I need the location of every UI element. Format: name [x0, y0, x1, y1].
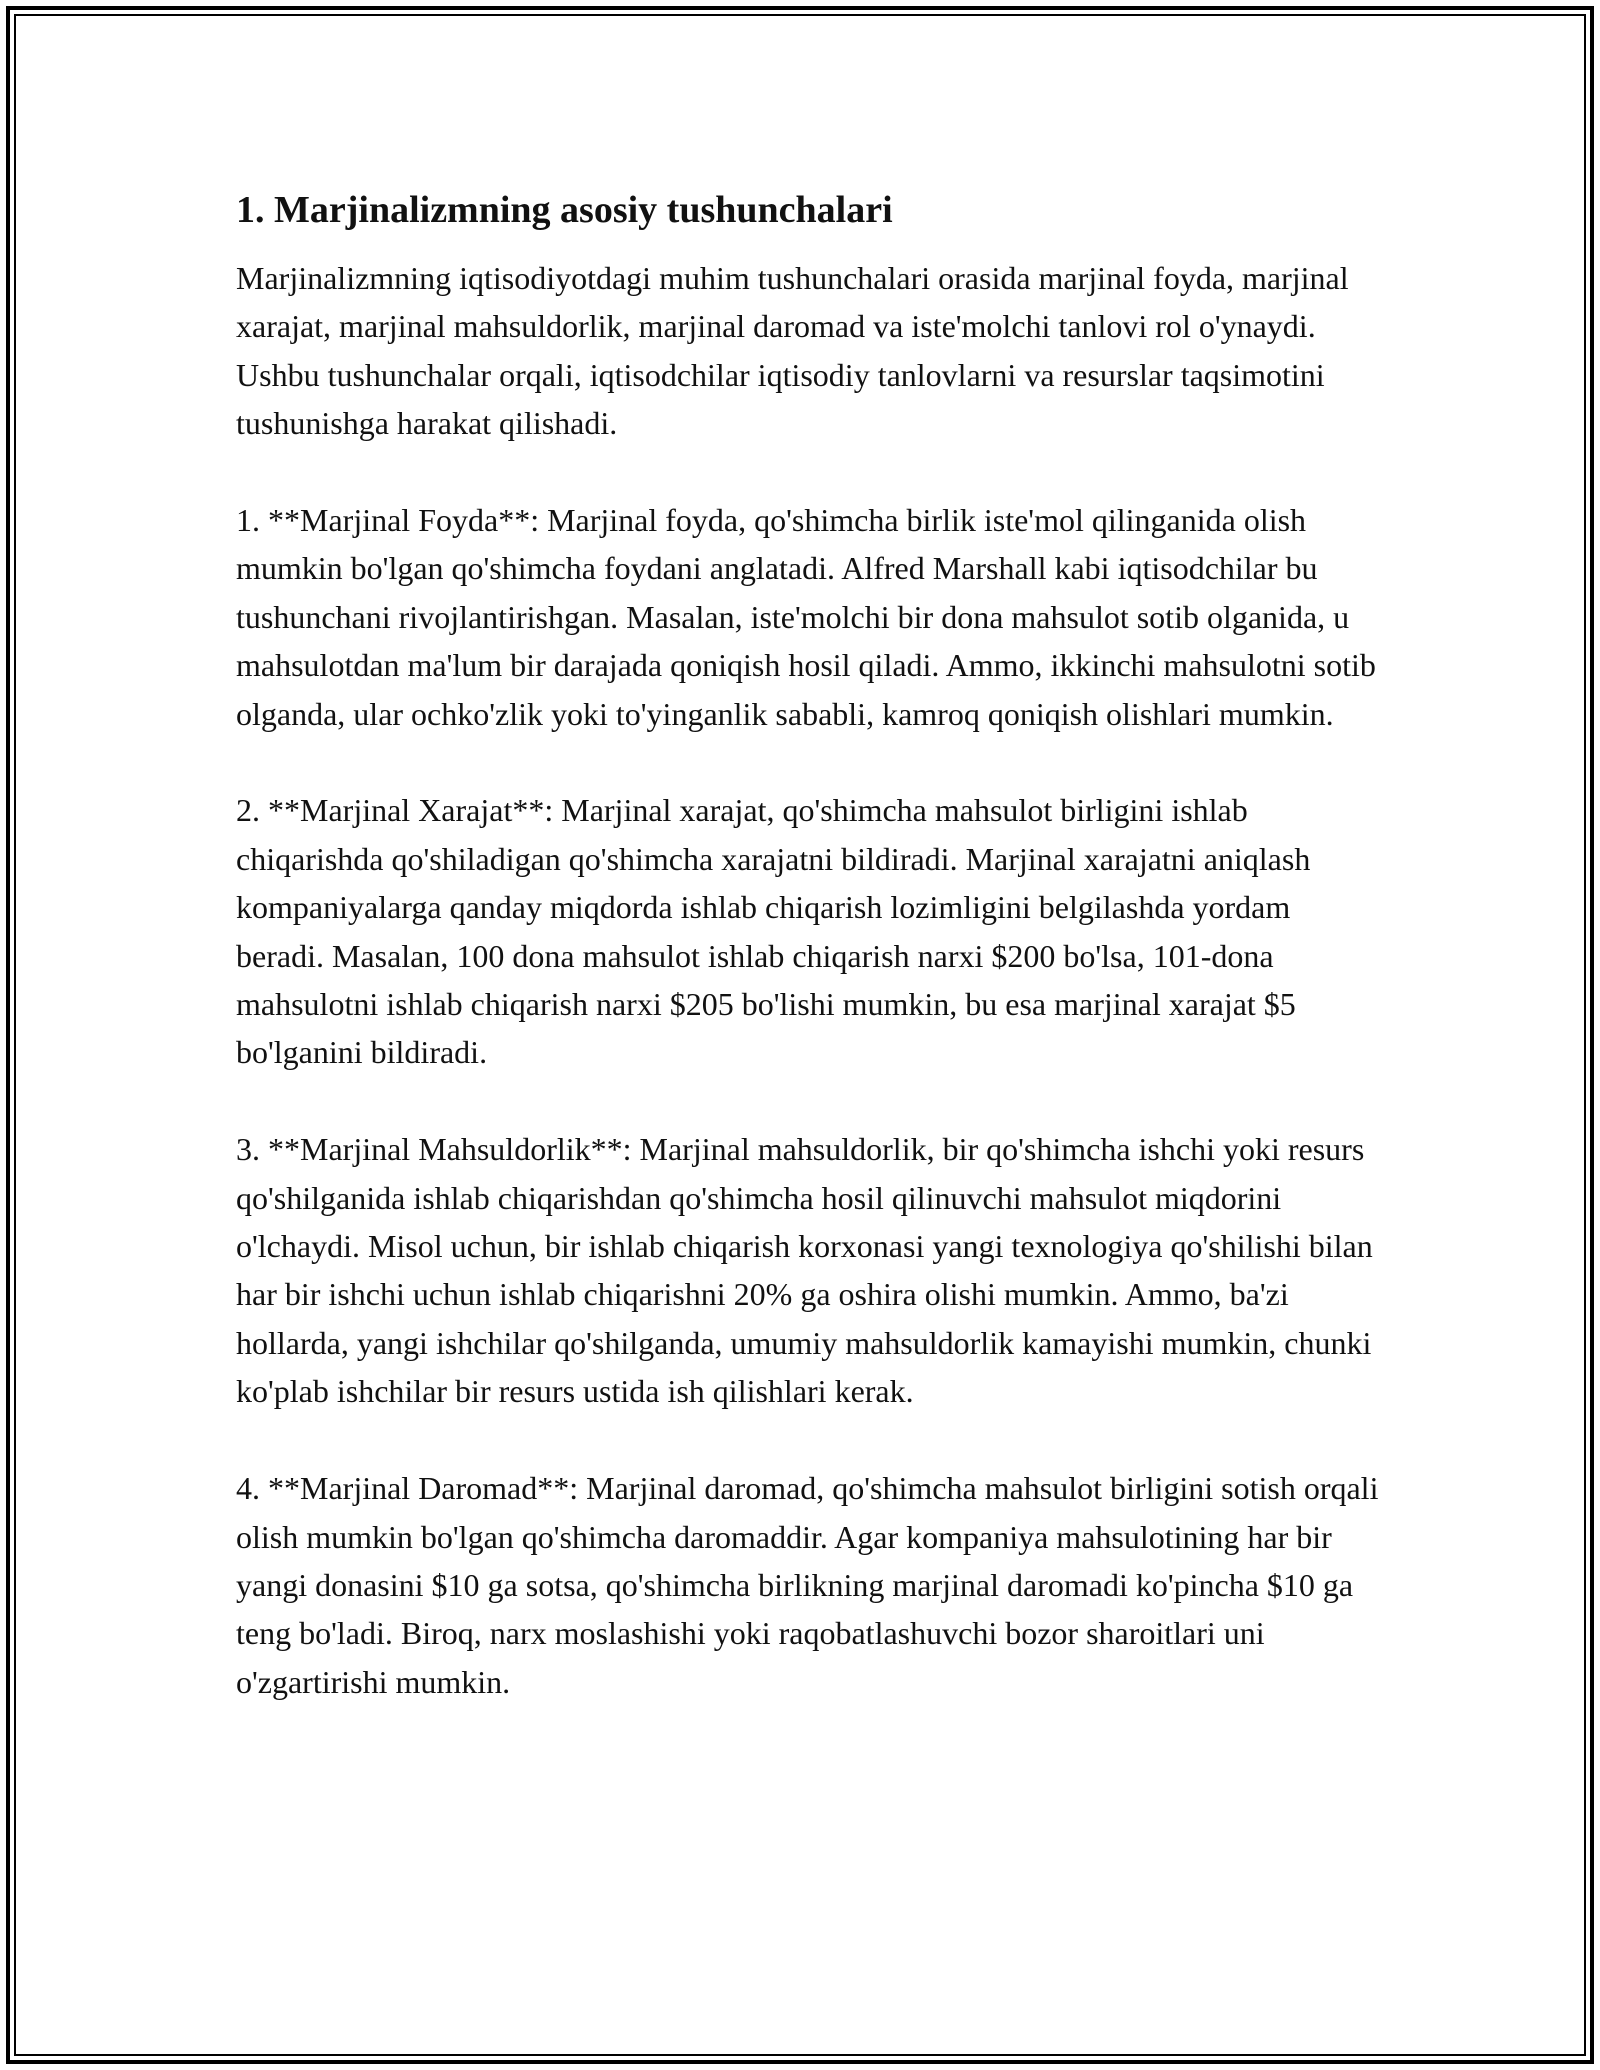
paragraph-marjinal-foyda: 1. **Marjinal Foyda**: Marjinal foyda, qo'shimcha birlik iste'mol qilinganida olish mumkin bo'lgan qo'shimcha foydani anglatadi. Alfred Marshall kabi iqtisodchilar bu tushunchani rivojlantirishgan. Masalan, iste'molchi bir dona mahsulot sotib olganida, u mahsulotdan ma'lum bir darajada qoniqish hosil qiladi. Ammo, ikkinchi mahsulotni sotib olganda, ular ochko'zlik yoki to'yinganlik sababli, kamroq qoniqish olishlari mumkin.: [236, 502, 1376, 732]
paragraph-marjinal-xarajat: 2. **Marjinal Xarajat**: Marjinal xarajat, qo'shimcha mahsulot birligini ishlab chiqarishda qo'shiladigan qo'shimcha xarajatni bildiradi. Marjinal xarajatni aniqlash kompaniyalarga qanday miqdorda ishlab chiqarish lozimligini belgilashda yordam beradi. Masalan, 100 dona mahsulot ishlab chiqarish narxi $200 bo'lsa, 101-dona mahsulotni ishlab chiqarish narxi $205 bo'lishi mumkin, bu esa marjinal xarajat $5 bo'lganini bildiradi.: [236, 792, 1311, 1071]
paragraph-marjinal-mahsuldorlik: 3. **Marjinal Mahsuldorlik**: Marjinal mahsuldorlik, bir qo'shimcha ishchi yoki resurs qo'shilganida ishlab chiqarishdan qo'shimcha hosil qilinuvchi mahsulot miqdorini o'lchaydi. Misol uchun, bir ishlab chiqarish korxonasi yangi texnologiya qo'shilishi bilan har bir ishchi uchun ishlab chiqarishni 20% ga oshira olishi mumkin. Ammo, ba'zi hollarda, yangi ishchilar qo'shilganda, umumiy mahsuldorlik kamayishi mumkin, chunki ko'plab ishchilar bir resurs ustida ish qilishlari kerak.: [236, 1131, 1373, 1410]
intro-paragraph: Marjinalizmning iqtisodiyotdagi muhim tushunchalari orasida marjinal foyda, marjinal xarajat, marjinal mahsuldorlik, marjinal daromad va iste'molchi tanlovi rol o'ynaydi. Ushbu tushunchalar orqali, iqtisodchilar iqtisodiy tanlovlarni va resurslar taqsimotini tushunishga harakat qilishadi.: [236, 260, 1349, 442]
section-heading: 1. Marjinalizmning asosiy tushunchalari: [236, 189, 893, 231]
document-body: [236, 186, 1386, 1706]
paragraph-marjinal-daromad: 4. **Marjinal Daromad**: Marjinal daromad, qo'shimcha mahsulot birligini sotish orqali olish mumkin bo'lgan qo'shimcha daromaddir. Agar kompaniya mahsulotining har bir yangi donasini $10 ga sotsa, qo'shimcha birlikning marjinal daromadi ko'pincha $10 ga teng bo'ladi. Biroq, narx moslashishi yoki raqobatlashuvchi bozor sharoitlari uni o'zgartirishi mumkin.: [236, 1470, 1379, 1700]
